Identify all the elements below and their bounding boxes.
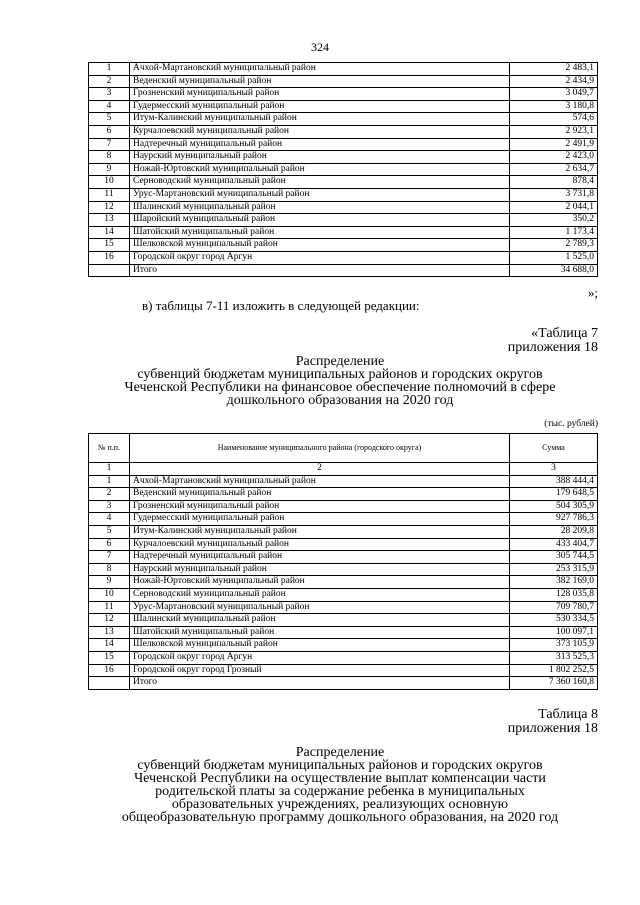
table8-caption-appendix: приложения 18 (507, 721, 598, 736)
table8-heading-line: общеобразовательную программу дошкольного образования, на 2020 год (121, 810, 559, 825)
row-number: 16 (89, 664, 130, 677)
row-number: 15 (89, 239, 130, 252)
table-row (89, 75, 598, 88)
row-name: Гудермесский муниципальный район (130, 513, 510, 526)
table8-heading-line: Чеченской Республики на осуществление выплат компенсации части (134, 771, 546, 786)
row-sum: 305 744,5 (510, 551, 598, 564)
header-name: Наименование муниципального района (городского округа) (130, 434, 510, 463)
row-number: 1 (89, 63, 130, 76)
table-row (89, 88, 598, 101)
table-row (89, 100, 598, 113)
row-name: Шелковской муниципальный район (130, 239, 510, 252)
table7-caption-number: «Таблица 7 (531, 326, 598, 341)
row-name: Городской округ город Аргун (130, 651, 510, 664)
amendment-instruction: в) таблицы 7-11 изложить в следующей редакции: (142, 298, 420, 313)
row-number: 10 (89, 588, 130, 601)
row-number: 13 (89, 214, 130, 227)
row-number: 9 (89, 576, 130, 589)
row-name: Серноводский муниципальный район (130, 588, 510, 601)
table8-heading-line: образовательных учреждениях, реализующих основную (171, 797, 509, 812)
row-name: Урус-Мартановский муниципальный район (130, 601, 510, 614)
table7-numbering-row (89, 463, 598, 476)
row-number: 7 (89, 138, 130, 151)
row-sum: 1 802 252,5 (510, 664, 598, 677)
table-row (89, 138, 598, 151)
row-sum: 2 423,0 (510, 151, 598, 164)
row-name: Шелковской муниципальный район (130, 639, 510, 652)
row-number: 4 (89, 513, 130, 526)
row-name: Серноводский муниципальный район (130, 176, 510, 189)
row-sum: 2 434,9 (510, 75, 598, 88)
row-name: Шатойский муниципальный район (130, 226, 510, 239)
table8-caption (508, 708, 598, 736)
table-row (89, 601, 598, 614)
table7-caption (508, 327, 598, 355)
row-name: Веденский муниципальный район (130, 488, 510, 501)
row-name: Итого (130, 677, 510, 690)
row-name: Городской округ город Грозный (130, 664, 510, 677)
previous-table (88, 62, 598, 277)
row-number: 5 (89, 525, 130, 538)
numbering-cell: 3 (510, 463, 598, 476)
table-row (89, 163, 598, 176)
row-number: 13 (89, 626, 130, 639)
row-number: 6 (89, 538, 130, 551)
row-sum: 350,2 (510, 214, 598, 227)
table-row (89, 588, 598, 601)
table-row (89, 188, 598, 201)
table7-heading-line: Распределение (295, 354, 385, 369)
row-number: 9 (89, 163, 130, 176)
table-row (89, 264, 598, 277)
row-sum: 373 105,9 (510, 639, 598, 652)
row-sum: 3 180,8 (510, 100, 598, 113)
table7 (88, 433, 598, 690)
row-name: Курчалоевский муниципальный район (130, 125, 510, 138)
row-sum: 3 731,8 (510, 188, 598, 201)
table-row (89, 214, 598, 227)
row-name: Наурский муниципальный район (130, 151, 510, 164)
table7-heading-line: дошкольного образования на 2020 год (226, 393, 454, 408)
row-number: 11 (89, 188, 130, 201)
row-name: Надтеречный муниципальный район (130, 551, 510, 564)
row-sum: 2 634,7 (510, 163, 598, 176)
row-number: 10 (89, 176, 130, 189)
table7-heading-line: субвенций бюджетам муниципальных районов и городских округов (137, 367, 543, 382)
row-number: 7 (89, 551, 130, 564)
table8-heading-line: Распределение (295, 745, 385, 760)
table7-heading (60, 355, 620, 407)
row-sum: 3 049,7 (510, 88, 598, 101)
row-number: 12 (89, 201, 130, 214)
table-row (89, 626, 598, 639)
row-name: Городской округ город Аргун (130, 251, 510, 264)
row-name: Итум-Калинский муниципальный район (130, 113, 510, 126)
row-name: Надтеречный муниципальный район (130, 138, 510, 151)
row-name: Итум-Калинский муниципальный район (130, 525, 510, 538)
table-row (89, 677, 598, 690)
table-row (89, 113, 598, 126)
table-row (89, 251, 598, 264)
row-number: 3 (89, 88, 130, 101)
row-sum: 1 525,0 (510, 251, 598, 264)
row-name: Ачхой-Мартановский муниципальный район (130, 63, 510, 76)
row-sum: 382 169,0 (510, 576, 598, 589)
table-row (89, 525, 598, 538)
row-name: Ачхой-Мартановский муниципальный район (130, 475, 510, 488)
closing-quote: »; (587, 285, 598, 300)
row-name: Урус-Мартановский муниципальный район (130, 188, 510, 201)
table8-heading (60, 746, 620, 824)
row-number (89, 264, 130, 277)
row-name: Гудермесский муниципальный район (130, 100, 510, 113)
table-row (89, 500, 598, 513)
row-sum: 179 648,5 (510, 488, 598, 501)
row-sum: 530 334,5 (510, 614, 598, 627)
row-sum: 100 097,1 (510, 626, 598, 639)
row-sum: 388 444,4 (510, 475, 598, 488)
row-number: 2 (89, 488, 130, 501)
row-number: 14 (89, 639, 130, 652)
row-number: 2 (89, 75, 130, 88)
row-number: 6 (89, 125, 130, 138)
table7-header-row (89, 434, 598, 463)
table-row (89, 639, 598, 652)
row-number: 3 (89, 500, 130, 513)
table-row (89, 125, 598, 138)
row-sum: 28 209,8 (510, 525, 598, 538)
row-number: 16 (89, 251, 130, 264)
row-name: Наурский муниципальный район (130, 563, 510, 576)
header-sum: Сумма (510, 434, 598, 463)
row-name: Ножай-Юртовский муниципальный район (130, 163, 510, 176)
table-row (89, 63, 598, 76)
table-row (89, 614, 598, 627)
row-number: 11 (89, 601, 130, 614)
row-sum: 313 525,3 (510, 651, 598, 664)
row-number: 15 (89, 651, 130, 664)
row-number: 5 (89, 113, 130, 126)
table-row (89, 513, 598, 526)
row-number: 4 (89, 100, 130, 113)
table-row (89, 151, 598, 164)
table7-caption-appendix: приложения 18 (507, 340, 598, 355)
row-number: 8 (89, 151, 130, 164)
row-name: Шалинский муниципальный район (130, 614, 510, 627)
table-row (89, 538, 598, 551)
table-row (89, 201, 598, 214)
table-row (89, 226, 598, 239)
row-sum: 504 305,9 (510, 500, 598, 513)
row-sum: 34 688,0 (510, 264, 598, 277)
row-number: 14 (89, 226, 130, 239)
row-sum: 2 044,1 (510, 201, 598, 214)
row-sum: 253 315,9 (510, 563, 598, 576)
table-row (89, 563, 598, 576)
row-sum: 927 786,3 (510, 513, 598, 526)
row-name: Шаройский муниципальный район (130, 214, 510, 227)
table7-unit: (тыс. рублей) (544, 419, 598, 429)
row-sum: 7 360 160,8 (510, 677, 598, 690)
table-row (89, 576, 598, 589)
row-sum: 2 483,1 (510, 63, 598, 76)
row-number (89, 677, 130, 690)
row-name: Курчалоевский муниципальный район (130, 538, 510, 551)
row-name: Шалинский муниципальный район (130, 201, 510, 214)
row-sum: 2 789,3 (510, 239, 598, 252)
numbering-cell: 1 (89, 463, 130, 476)
table-row (89, 475, 598, 488)
row-name: Веденский муниципальный район (130, 75, 510, 88)
table-row (89, 176, 598, 189)
table8-heading-line: родительской платы за содержание ребенка в муниципальных (155, 784, 525, 799)
row-sum: 2 491,9 (510, 138, 598, 151)
row-sum: 2 923,1 (510, 125, 598, 138)
row-sum: 878,4 (510, 176, 598, 189)
table-row (89, 488, 598, 501)
row-sum: 574,6 (510, 113, 598, 126)
row-name: Итого (130, 264, 510, 277)
table-row (89, 664, 598, 677)
table-row (89, 239, 598, 252)
row-sum: 1 173,4 (510, 226, 598, 239)
row-sum: 433 404,7 (510, 538, 598, 551)
table8-heading-line: субвенций бюджетам муниципальных районов и городских округов (137, 758, 543, 773)
page-number: 324 (311, 40, 329, 54)
row-number: 8 (89, 563, 130, 576)
table-row (89, 551, 598, 564)
header-number: № п.п. (89, 434, 130, 463)
table8-caption-number: Таблица 8 (538, 707, 598, 722)
row-sum: 709 780,7 (510, 601, 598, 614)
row-number: 12 (89, 614, 130, 627)
table-row (89, 651, 598, 664)
row-name: Шатойский муниципальный район (130, 626, 510, 639)
numbering-cell: 2 (130, 463, 510, 476)
table7-heading-line: Чеченской Республики на финансовое обеспечение полномочий в сфере (124, 380, 556, 395)
row-sum: 128 035,8 (510, 588, 598, 601)
row-name: Грозненский муниципальный район (130, 500, 510, 513)
row-name: Грозненский муниципальный район (130, 88, 510, 101)
row-name: Ножай-Юртовский муниципальный район (130, 576, 510, 589)
row-number: 1 (89, 475, 130, 488)
